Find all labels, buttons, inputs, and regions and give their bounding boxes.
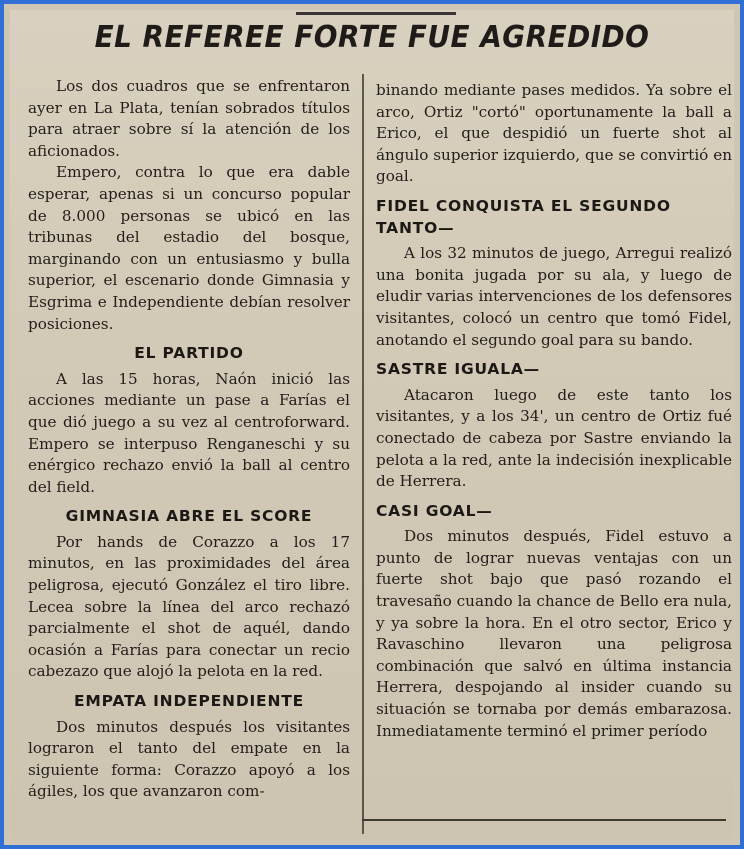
subheading-gimnasia-abre: GIMNASIA ABRE EL SCORE (65, 507, 313, 526)
paragraph: Atacaron luego de este tanto los visitantes, y a los 34', un centro de Ortiz fué conectado de cabeza por Sastre enviando la pelota a la red, ante la indecisión inexplicable de Herrera. (376, 385, 732, 491)
paragraph: A los 32 minutos de juego, Arregui realizó una bonita jugada por su ala, y luego de eludir varias intervenciones de los defensores visitantes, colocó un centro que tomó Fidel, anotando el segundo goal para su bando. (376, 244, 732, 349)
headline: EL REFEREE FORTE FUE AGREDIDO (94, 20, 650, 55)
subheading-sastre-iguala: SASTRE IGUALA— (376, 360, 540, 379)
paragraph: A las 15 horas, Naón inició las acciones mediante un pase a Farías el que dió juego a su vez al centroforward. Empero se interpuso Renganeschi y su enérgico rechazo envió la ball al centro del field. (28, 369, 350, 496)
bottom-rule (362, 819, 726, 821)
subheading-empata-independiente: EMPATA INDEPENDIENTE (74, 692, 304, 711)
paragraph: Por hands de Corazzo a los 17 minutos, en las proximidades del área peligrosa, ejecutó González el tiro libre. Lecea sobre la línea del arco rechazó parcialmente el shot de aquél, dando ocasión a Farías para conectar un recio cabezazo que alojó la pelota en la red. (28, 532, 350, 681)
subheading-el-partido: EL PARTIDO (134, 344, 244, 363)
right-column (376, 80, 732, 742)
paragraph: binando mediante pases medidos. Ya sobre el arco, Ortiz "cortó" oportunamente la ball a Erico, el que despidió un fuerte shot al ángulo superior izquierdo, que se convirtió en goal. (376, 81, 732, 186)
paragraph: Empero, contra lo que era dable esperar, apenas si un concurso popular de 8.000 personas se ubicó en las tribunas del estadio del bosque, marginando con un entusiasmo y bulla superior, el escenario donde Gimnasia y Esgrima e Independiente debían resolver posiciones. (28, 163, 350, 333)
subheading-casi-goal: CASI GOAL— (376, 501, 493, 520)
paper-background (10, 10, 734, 839)
paragraph: Dos minutos después los visitantes lograron el tanto del empate en la siguiente forma: Corazzo apoyó a los ágiles, los que avanzaron com- (28, 717, 350, 801)
title-rule (296, 12, 456, 15)
subheading-fidel-conquista: FIDEL CONQUISTA EL SEGUNDO TANTO— (376, 196, 671, 237)
left-column (28, 76, 350, 803)
column-divider (362, 74, 364, 834)
paragraph: Los dos cuadros que se enfrentaron ayer en La Plata, tenían sobrados títulos para atraer sobre sí la atención de los aficionados. (28, 77, 350, 160)
paragraph: Dos minutos después, Fidel estuvo a punto de lograr nuevas ventajas con un fuerte shot bajo que pasó rozando el travesaño cuando la chance de Bello era nula, y ya sobre la hora. En el otro sector, Erico y Ravaschino llevaron una peligrosa combinación que salvó en última instancia Herrera, despojando al insider cuando su situación se tornaba por demás embarazosa. Inmediatamente terminó el primer período (376, 527, 732, 740)
